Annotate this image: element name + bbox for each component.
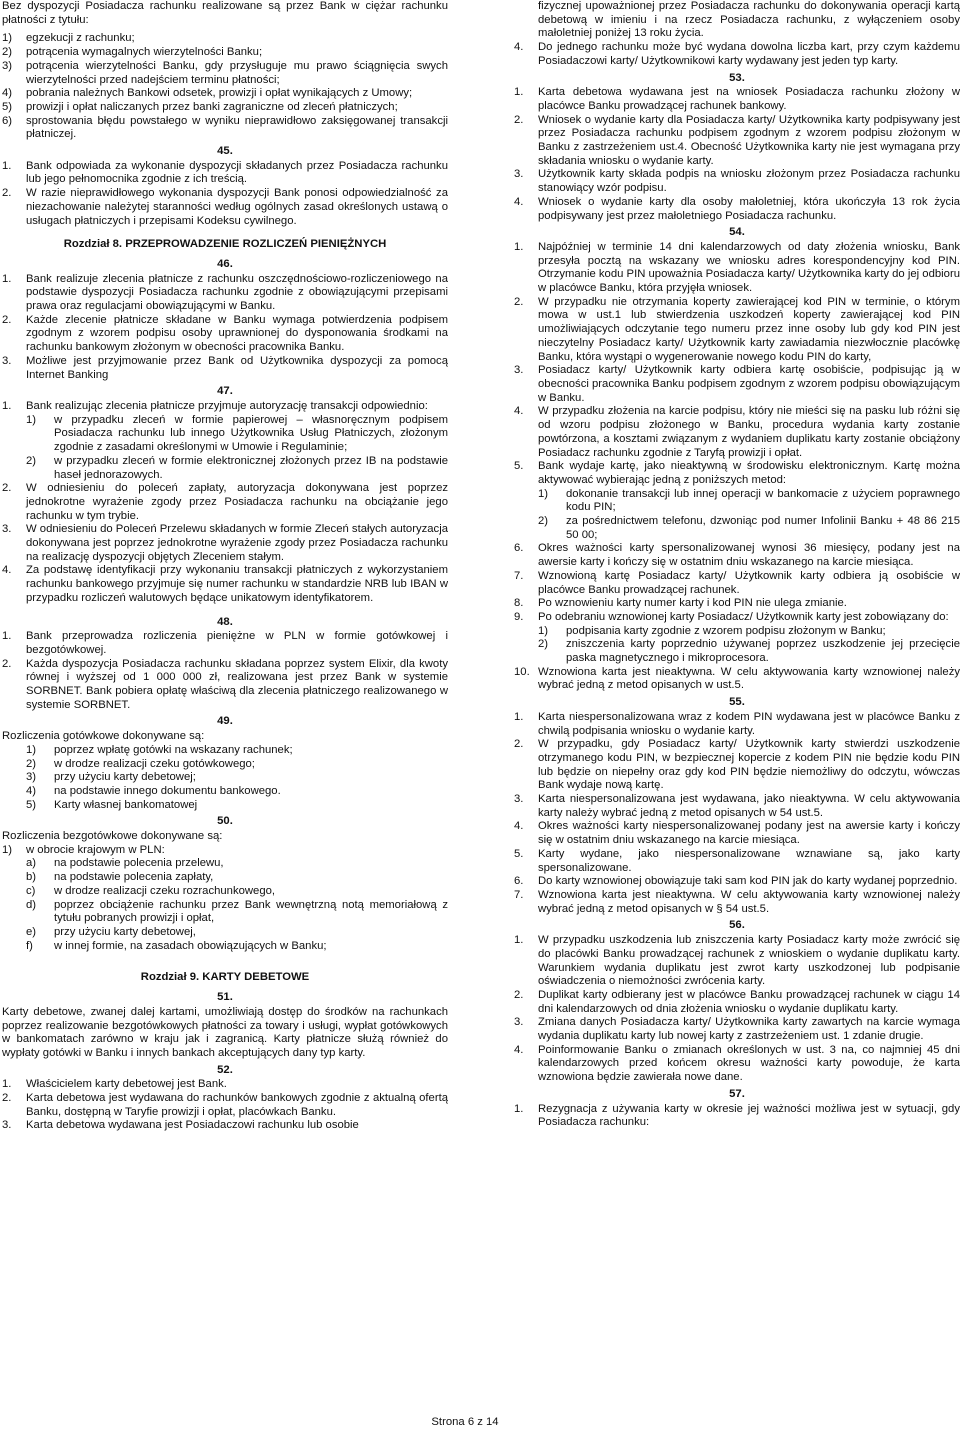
list-item: 1) poprzez wpłatę gotówki na wskazany rachunek; bbox=[26, 743, 293, 756]
page-number: Strona 6 z 14 bbox=[431, 1416, 499, 1428]
section-heading: 53. bbox=[729, 71, 745, 84]
list-item: 4) na podstawie innego dokumentu bankowego. bbox=[26, 784, 281, 797]
right-column bbox=[514, 0, 960, 1130]
list-item: 4. Za podstawę identyfikacji przy wykonaniu transakcji płatniczych z wykorzystaniem rachunku bankowego przyjmuje się numer rachunku w standardzie NRB lub IBAN w przypadku rozliczeń walutowych będące unikatowym identyfikatorem. bbox=[2, 564, 448, 604]
section-heading: 45. bbox=[217, 145, 233, 158]
titles-list bbox=[2, 32, 448, 142]
list-item: 1. Rezygnacja z używania karty w okresie jej ważności możliwa jest w sytuacji, gdy Posiadacza rachunku: bbox=[514, 1102, 960, 1129]
section-heading: 54. bbox=[729, 226, 745, 239]
list-item: 4. Do jednego rachunku może być wydana dowolna liczba kart, przy czym każdemu Posiadaczowi karty/ Użytkownikowi karty wydawany jest jeden typ karty. bbox=[514, 41, 960, 67]
paragraph: Karty debetowe, zwanej dalej kartami, umożliwiają dostęp do środków na rachunkach poprzez realizowanie bezgotówkowych płatności za towary i usługi, wypłat gotówkowych w bankomatach zarówno w kraju jak i zagranicą. Karty płatnicze służą również do wypłaty gotówki w Banku i innych bankach akceptujących dany typ karty. bbox=[2, 1005, 448, 1059]
list-item: 8. Po wznowieniu karty numer karty i kod PIN nie ulega zmianie. bbox=[514, 597, 847, 610]
list-item: 3. W odniesieniu do Poleceń Przelewu składanych w formie Zleceń stałych autoryzacja dokonywana jest poprzez jednokrotne wyrażenie zgody przez Posiadacza rachunku na realizację dyspozycji objętych Zleceniem stałym. bbox=[2, 523, 448, 563]
list-item: 1. Bank realizuje zlecenia płatnicze z rachunku oszczędnościowo-rozliczeniowego na podstawie dyspozycji Posiadacza rachunku zgodnie z obowiązującymi przepisami prawa oraz regulacjami obowiązującymi w Banku. bbox=[2, 272, 448, 313]
intro-paragraph: Bez dyspozycji Posiadacza rachunku realizowane są przez Bank w ciężar rachunku płatności z tytułu: bbox=[2, 0, 448, 26]
list-item: 3. Możliwe jest przyjmowanie przez Bank od Użytkownika dyspozycji za pomocą Internet Banking bbox=[2, 354, 448, 381]
list-item: 2) w drodze realizacji czeku gotówkowego; bbox=[26, 757, 255, 770]
list-item: 1. Najpóźniej w terminie 14 dni kalendarzowych od daty złożenia wniosku, Bank przesyła pocztą na wskazany we wniosku adres korespondencyjny kod PIN. Otrzymanie kodu PIN upoważnia Posiadacza karty/ Użytkownika karty do jej odbioru w placówce Banku, która przyjęła wniosek. bbox=[514, 240, 960, 295]
list-item: 2) potrącenia wymagalnych wierzytelności Banku; bbox=[2, 46, 263, 59]
section-heading: 48. bbox=[217, 615, 233, 628]
section-heading: 50. bbox=[217, 815, 233, 828]
list-item: 2. Duplikat karty odbierany jest w placówce Banku prowadzącej rachunek w ciągu 14 dni kalendarzowych od dnia złożenia wniosku o wydanie duplikatu karty. bbox=[514, 988, 960, 1015]
chapter-heading: Rozdział 9. KARTY DEBETOWE bbox=[140, 971, 310, 984]
list-item: 1. W przypadku uszkodzenia lub zniszczenia karty Posiadacz karty może zwrócić się do placówki Banku prowadzącej rachunek z wnioskiem o wydanie duplikatu karty. Warunkiem wydania duplikatu jest zwrot karty uszkodzonej lub podpisanie oświadczenia o niemożności zwrócenia karty. bbox=[514, 934, 960, 988]
list-item: 1. Karta niespersonalizowana wraz z kodem PIN wydawana jest w placówce Banku z chwilą podpisania wniosku o wydanie karty. bbox=[514, 710, 960, 737]
list-item: 4. Okres ważności karty niespersonalizowanej podany jest na awersie karty i kończy się w ostatnim dniu wskazanego na karcie miesiąca. bbox=[514, 820, 960, 847]
list-item: 6) sprostowania błędu powstałego w wyniku nieprawidłowo zaksięgowanej transakcji płatniczej. bbox=[2, 114, 448, 141]
list-item: 1) podpisania karty zgodnie z wzorem podpisu złożonym w Banku; bbox=[538, 624, 886, 637]
list-item: 4. Poinformowanie Banku o zmianach określonych w ust. 3 na, co najmniej 45 dni kalendarzowych przed końcem okresu ważności karty powoduje, że karta wznowiona będzie zawierała nowe dane. bbox=[514, 1043, 960, 1084]
left-column bbox=[2, 0, 448, 1133]
list-item: 5. Karty wydane, jako niespersonalizowane wznawiane są, jako karty spersonalizowane. bbox=[514, 847, 960, 874]
list-item: 3) potrącenia wierzytelności Banku, gdy przysługuje mu prawo ściągnięcia swych wierzytelności przed nadejściem terminu płatności; bbox=[2, 59, 448, 86]
list-item: 2. Każda dyspozycja Posiadacza rachunku składana poprzez system Elixir, dla kwoty równej i wyższej od 1 000 000 zł, realizowana jest przez Bank w systemie SORBNET. Bank pobiera opłatę właściwą dla zlecenia płatniczego realizowanego w systemie SORBNET. bbox=[2, 657, 448, 711]
list-item: 3) przy użyciu karty debetowej; bbox=[26, 771, 196, 784]
section-heading: 49. bbox=[217, 715, 233, 728]
list-item: 1. Bank realizując zlecenia płatnicze przyjmuje autoryzację transakcji odpowiednio: bbox=[2, 399, 428, 412]
list-item: 10. Wznowiona karta jest nieaktywna. W celu aktywowania karty wznowionej należy wybrać jedną z metod opisanych w ust.5. bbox=[514, 665, 960, 692]
list-item: 1) w przypadku zleceń w formie papierowej – własnoręcznym podpisem Posiadacza rachunku lub innego Użytkownika Usług Płatniczych, złożonym zgodnie z zasadami określonymi w Umowie i Regulaminie; bbox=[26, 413, 448, 454]
list-item: 7. Wznowiona karta jest nieaktywna. W celu aktywowania karty wznowionej należy wybrać jedną z metod opisanych w § 54 ust.5. bbox=[514, 889, 960, 915]
list-item: e) przy użyciu karty debetowej, bbox=[26, 926, 196, 938]
list-item: 2. W razie nieprawidłowego wykonania dyspozycji Bank ponosi odpowiedzialność za niezachowanie należytej staranności według ogólnych zasad określonych ustawą o usługach płatniczych i przepisami Kodeksu cywilnego. bbox=[2, 187, 448, 227]
list-item: d) poprzez obciążenie rachunku przez Bank wewnętrzną notą memoriałową z tytułu pobranych prowizji i opłat, bbox=[26, 898, 448, 925]
continued-paragraph: fizycznej upoważnionej przez Posiadacza rachunku do dokonywania operacji kartą debetową w imieniu i na rzecz Posiadacza rachunku, z wyłączeniem osoby małoletniej poniżej 13 roku życia. bbox=[538, 0, 960, 40]
list-item: 2. Każde zlecenie płatnicze składane w Banku wymaga potwierdzenia podpisem zgodnym z wzorem podpisu osoby uprawnionej do dysponowania środkami na rachunku bankowym złożonym w obecności pracownika Banku. bbox=[2, 313, 448, 354]
paragraph: Rozliczenia bezgotówkowe dokonywane są: bbox=[2, 830, 223, 843]
list-item: 3. Użytkownik karty składa podpis na wniosku złożonym przez Posiadacza rachunku stanowiący wzór podpisu. bbox=[514, 168, 960, 195]
list-item: 2. Wniosek o wydanie karty dla Posiadacza karty/ Użytkownika karty podpisywany jest przez Posiadacza rachunku podpisem zgodnym z wzorem podpisu złożonym w Banku z zastrzeżeniem ust.4. Obecność Użytkownika karty nie jest wymagana przy składania wniosku o wydanie karty. bbox=[514, 113, 960, 167]
list-item: c) w drodze realizacji czeku rozrachunkowego, bbox=[26, 884, 276, 897]
section-heading: 47. bbox=[217, 385, 233, 398]
list-item: 1) egzekucji z rachunku; bbox=[2, 32, 135, 45]
section-heading: 51. bbox=[217, 991, 233, 1004]
list-item: 5. Bank wydaje kartę, jako nieaktywną w środowisku elektronicznym. Kartę można aktywować wybierając jedną z poniższych metod: bbox=[514, 460, 960, 486]
list-item: 1. Karta debetowa wydawana jest na wniosek Posiadacza rachunku złożony w placówce Banku prowadzącej rachunek bankowy. bbox=[514, 86, 960, 112]
list-item: 7. Wznowioną kartę Posiadacz karty/ Użytkownik karty odbiera ją osobiście w placówce Banku prowadzącej rachunek. bbox=[514, 569, 960, 596]
list-item: 6. Okres ważności karty spersonalizowanej wynosi 36 miesięcy, podany jest na awersie karty i kończy się w ostatnim dniu wskazanego na karcie miesiąca. bbox=[514, 542, 960, 569]
list-item: 1. Bank przeprowadza rozliczenia pieniężne w PLN w formie gotówkowej i bezgotówkowej. bbox=[2, 630, 448, 656]
section-heading: 46. bbox=[217, 257, 233, 270]
paragraph: Rozliczenia gotówkowe dokonywane są: bbox=[2, 730, 205, 743]
list-item: 3. Karta debetowa wydawana jest Posiadaczowi rachunku lub osobie bbox=[2, 1119, 359, 1132]
list-item: 1. Właścicielem karty debetowej jest Bank. bbox=[2, 1078, 227, 1091]
chapter-heading: Rozdział 8. PRZEPROWADZENIE ROZLICZEŃ PIENIĘŻNYCH bbox=[63, 238, 387, 251]
list-item: f) w innej formie, na zasadach obowiązujących w Banku; bbox=[26, 939, 327, 952]
list-item: 2. W przypadku, gdy Posiadacz karty/ Użytkownik karty stwierdzi uszkodzenie otrzymanego kodu PIN, w bezpiecznej kopercie z kodem PIN nie będzie kodu PIN lub będzie on niepełny oraz gdy kod PIN będzie niemożliwy do odczytu, wówczas Bank wydaje nową kartę. bbox=[514, 738, 960, 792]
list-item: a) na podstawie polecenia przelewu, bbox=[26, 857, 224, 870]
list-item: 4. W przypadku złożenia na karcie podpisu, który nie mieści się na pasku lub różni się od wzoru podpisu złożonego w Banku, procedura wydania karty zostanie powtórzona, a kosztami związanym z wydaniem duplikatu karty zostanie obciążony Posiadacz rachunku zgodnie z Taryfą prowizji i opłat. bbox=[514, 405, 960, 459]
list-item: 2) za pośrednictwem telefonu, dzwoniąc pod numer Infolinii Banku + 48 86 215 50 00; bbox=[538, 515, 960, 541]
list-item: 5) Karty własnej bankomatowej bbox=[26, 798, 198, 811]
section-heading: 52. bbox=[217, 1063, 233, 1076]
list-item: 4) pobrania należnych Bankowi odsetek, prowizji i opłat wynikających z Umowy; bbox=[2, 87, 413, 100]
list-item: 2) zniszczenia karty poprzednio używanej poprzez uszkodzenie jej przecięcie paska magnetycznego i mikroprocesora. bbox=[538, 638, 960, 665]
list-item: 2) w przypadku zleceń w formie elektronicznej złożonych przez IB na podstawie haseł jednorazowych. bbox=[26, 454, 448, 481]
list-item: 9. Po odebraniu wznowionej karty Posiadacz/ Użytkownik karty jest zobowiązany do: bbox=[514, 610, 949, 623]
list-item: 3. Zmiana danych Posiadacza karty/ Użytkownika karty zawartych na karcie wymaga wydania duplikatu karty lub nowej karty z zastrzeżeniem ust. 1 zdanie drugie. bbox=[514, 1016, 960, 1043]
list-item: 3. Posiadacz karty/ Użytkownik karty odbiera kartę osobiście, podpisując ją w obecności pracownika Banku podpisem zgodnym z wzorem podpisu obowiązującym w Banku. bbox=[514, 364, 960, 404]
list-item: 1) w obrocie krajowym w PLN: bbox=[2, 843, 165, 856]
list-item: 2. W odniesieniu do poleceń zapłaty, autoryzacja dokonywana jest poprzez jednokrotne wyrażenie zgody przez Posiadacza rachunku na obciążanie jego rachunku w tym trybie. bbox=[2, 482, 448, 522]
section-heading: 57. bbox=[729, 1087, 745, 1100]
list-item: 1. Bank odpowiada za wykonanie dyspozycji składanych przez Posiadacza rachunku lub jego pełnomocnika zgodnie z ich treścią. bbox=[2, 159, 448, 186]
list-item: 4. Wniosek o wydanie karty dla osoby małoletniej, która ukończyła 13 rok życia podpisywany jest przez małoletniego Posiadacza rachunku. bbox=[514, 195, 960, 222]
list-item: 1) dokonanie transakcji lub innej operacji w bankomacie z użyciem poprawnego kodu PIN; bbox=[538, 487, 960, 514]
list-item: 3. Karta niespersonalizowana jest wydawana, jako nieaktywna. W celu aktywowania karty należy wybrać jedną z metod opisanych w 54 ust.5. bbox=[514, 793, 960, 819]
list-item: 6. Do karty wznowionej obowiązuje taki sam kod PIN jak do karty wydanej poprzednio. bbox=[514, 875, 958, 888]
section-heading: 55. bbox=[729, 696, 745, 709]
section-heading: 56. bbox=[729, 919, 745, 932]
list-item: 2. W przypadku nie otrzymania koperty zawierającej kod PIN w terminie, o którym mowa w ust.1 lub stwierdzenia uszkodzeń koperty zawierającej kod PIN umożliwiających odczytanie tego numeru przez inne osoby lub gdy kod PIN jest nieczytelny Posiadacz karty/ Użytkownik karty zawiadamia niezwłocznie placówkę Banku, która wystąpi o wygenerowanie nowego kodu PIN do karty, bbox=[514, 295, 960, 363]
list-item: 2. Karta debetowa jest wydawana do rachunków bankowych zgodnie z aktualną ofertą Banku, dostępną w Taryfie prowizji i opłat, placówkach Banku. bbox=[2, 1092, 448, 1118]
list-item: b) na podstawie polecenia zapłaty, bbox=[26, 871, 214, 884]
list-item: 5) prowizji i opłat naliczanych przez banki zagraniczne od zleceń płatniczych; bbox=[2, 100, 398, 113]
